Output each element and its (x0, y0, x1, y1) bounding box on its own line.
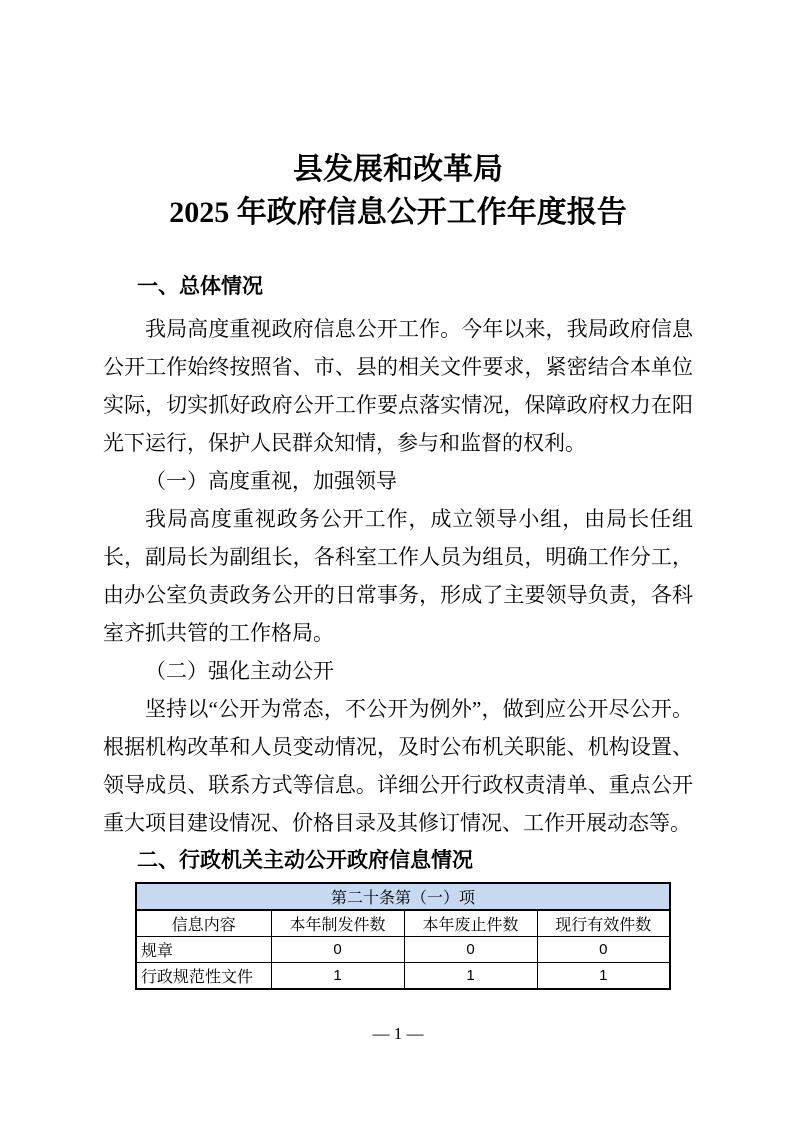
cell-value: 1 (404, 963, 537, 990)
document-title-line1: 县发展和改革局 (293, 153, 503, 186)
table-caption: 第二十条第（一）项 (136, 883, 670, 910)
paragraph-overview: 我局高度重视政府信息公开工作。今年以来，我局政府信息公开工作始终按照省、市、县的相关文件要求，紧密结合本单位实际，切实抓好政府公开工作要点落实情况，保障政府权力在阳光下运行，保护人民群众知情，参与和监督的权利。 (103, 317, 693, 455)
paragraph-leadership: 我局高度重视政务公开工作，成立领导小组，由局长任组长，副局长为副组长，各科室工作人员为组员，明确工作分工，由办公室负责政务公开的日常事务，形成了主要领导负责，各科室齐抓共管的工作格局。 (103, 507, 693, 645)
sub-heading-leadership: （一）高度重视，加强领导 (145, 469, 397, 493)
column-header-effective-count: 现行有效件数 (537, 910, 670, 937)
cell-value: 0 (404, 937, 537, 963)
document-title (103, 148, 693, 234)
table-header-row (136, 910, 670, 937)
paragraph-proactive-disclosure: 坚持以“公开为常态，不公开为例外”，做到应公开尽公开。根据机构改革和人员变动情况，及时公布机关职能、机构设置、领导成员、联系方式等信息。详细公开行政权责清单、重点公开重大项目建设情况、价格目录及其修订情况、工作开展动态等。 (103, 697, 693, 835)
cell-value: 0 (271, 937, 404, 963)
disclosure-info-table (135, 882, 671, 990)
page-number: — 1 — (372, 1024, 424, 1043)
cell-value: 0 (537, 937, 670, 963)
table-row (136, 963, 670, 990)
row-label-regulations: 规章 (136, 937, 271, 963)
section-heading-overview: 一、总体情况 (137, 275, 263, 298)
column-header-info-content: 信息内容 (136, 910, 271, 937)
cell-value: 1 (537, 963, 670, 990)
table-caption-row (136, 883, 670, 910)
cell-value: 1 (271, 963, 404, 990)
row-label-normative-documents: 行政规范性文件 (136, 963, 271, 990)
column-header-issued-count: 本年制发件数 (271, 910, 404, 937)
table-row (136, 937, 670, 963)
column-header-repealed-count: 本年废止件数 (404, 910, 537, 937)
document-title-line2: 2025 年政府信息公开工作年度报告 (169, 196, 627, 229)
sub-heading-proactive-disclosure: （二）强化主动公开 (145, 659, 334, 683)
section-heading-disclosure-info: 二、行政机关主动公开政府信息情况 (137, 849, 473, 872)
